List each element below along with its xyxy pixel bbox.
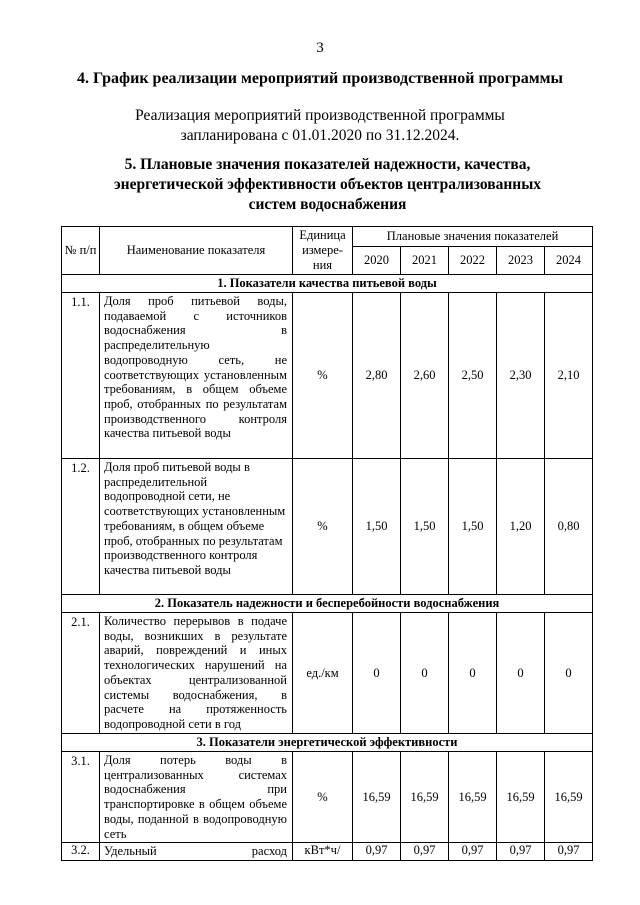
section-5-title-line-2: энергетической эффективности объектов централизованных	[113, 176, 542, 193]
section-row	[62, 275, 593, 293]
table-row	[62, 459, 593, 595]
unit-cell: %	[293, 459, 353, 595]
value-cell: 2,30	[497, 293, 545, 459]
value-cell: 16,59	[497, 752, 545, 843]
indicator-name: Доля проб питьевой воды в распределительной водопроводной сети, не соответствующих установленным требованиям, в общем объеме проб, отобранных по результатам производственного контроля качества питьевой воды	[100, 459, 293, 595]
header-year: 2021	[401, 247, 449, 275]
value-cell: 16,59	[545, 752, 593, 843]
unit-cell: %	[293, 293, 353, 459]
unit-cell: ед./км	[293, 613, 353, 734]
implementation-line-1: Реализация мероприятий производственной программы	[135, 107, 505, 124]
table-row	[62, 843, 593, 861]
value-cell: 1,50	[353, 459, 401, 595]
indicators-table	[61, 226, 593, 861]
section-title: 1. Показатели качества питьевой воды	[62, 275, 593, 293]
value-cell: 0,97	[545, 843, 593, 861]
row-number: 1.2.	[62, 459, 100, 595]
unit-cell: %	[293, 752, 353, 843]
indicator-name: Доля проб питьевой воды, подаваемой с источников водоснабжения в распределительную водопроводную сеть, не соответствующих установленным требованиям, в общем объеме проб, отобранных по результатам производственного контроля качества питьевой воды	[100, 293, 293, 459]
section-row	[62, 734, 593, 752]
header-year: 2024	[545, 247, 593, 275]
value-cell: 1,50	[401, 459, 449, 595]
value-cell: 16,59	[401, 752, 449, 843]
value-cell: 2,80	[353, 293, 401, 459]
header-year: 2020	[353, 247, 401, 275]
row-number: 1.1.	[62, 293, 100, 459]
row-number: 3.1.	[62, 752, 100, 843]
value-cell: 1,20	[497, 459, 545, 595]
value-cell: 0,97	[449, 843, 497, 861]
value-cell: 2,50	[449, 293, 497, 459]
implementation-line-2: запланирована с 01.01.2020 по 31.12.2024.	[180, 127, 460, 144]
value-cell: 0	[353, 613, 401, 734]
value-cell: 2,10	[545, 293, 593, 459]
section-title: 3. Показатели энергетической эффективности	[62, 734, 593, 752]
page-number: 3	[316, 40, 324, 56]
header-planned-values: Плановые значения показателей	[353, 227, 593, 247]
indicator-name: Удельный расход	[100, 843, 293, 861]
header-year: 2022	[449, 247, 497, 275]
unit-cell: кВт*ч/	[293, 843, 353, 861]
implementation-note	[0, 106, 640, 146]
table-row	[62, 293, 593, 459]
value-cell: 16,59	[353, 752, 401, 843]
value-cell: 1,50	[449, 459, 497, 595]
value-cell: 2,60	[401, 293, 449, 459]
section-5-title-line-3: систем водоснабжения	[248, 196, 407, 213]
header-unit: Единица измере-ния	[293, 227, 353, 275]
row-number: 3.2.	[62, 843, 100, 861]
value-cell: 0	[497, 613, 545, 734]
row-number: 2.1.	[62, 613, 100, 734]
indicator-name: Доля потерь воды в централизованных системах водоснабжения при транспортировке в общем объеме воды, поданной в водопроводную сеть	[100, 752, 293, 843]
header-indicator-name: Наименование показателя	[100, 227, 293, 275]
section-5-title-line-1: 5. Плановые значения показателей надежности, качества,	[124, 156, 531, 173]
value-cell: 0,80	[545, 459, 593, 595]
value-cell: 0	[545, 613, 593, 734]
section-4-title: 4. График реализации мероприятий производственной программы	[76, 70, 564, 87]
value-cell: 16,59	[449, 752, 497, 843]
table-row	[62, 613, 593, 734]
value-cell: 0	[401, 613, 449, 734]
header-number: № п/п	[62, 227, 100, 275]
indicator-name: Количество перерывов в подаче воды, возникших в результате аварий, повреждений и иных технологических нарушений на объектах централизованной системы водоснабжения, в расчете на протяженность водопроводной сети в год	[100, 613, 293, 734]
section-row	[62, 595, 593, 613]
table-row	[62, 752, 593, 843]
value-cell: 0,97	[497, 843, 545, 861]
section-title: 2. Показатель надежности и бесперебойности водоснабжения	[62, 595, 593, 613]
value-cell: 0,97	[353, 843, 401, 861]
value-cell: 0	[449, 613, 497, 734]
section-5-title	[100, 155, 555, 215]
header-year: 2023	[497, 247, 545, 275]
value-cell: 0,97	[401, 843, 449, 861]
